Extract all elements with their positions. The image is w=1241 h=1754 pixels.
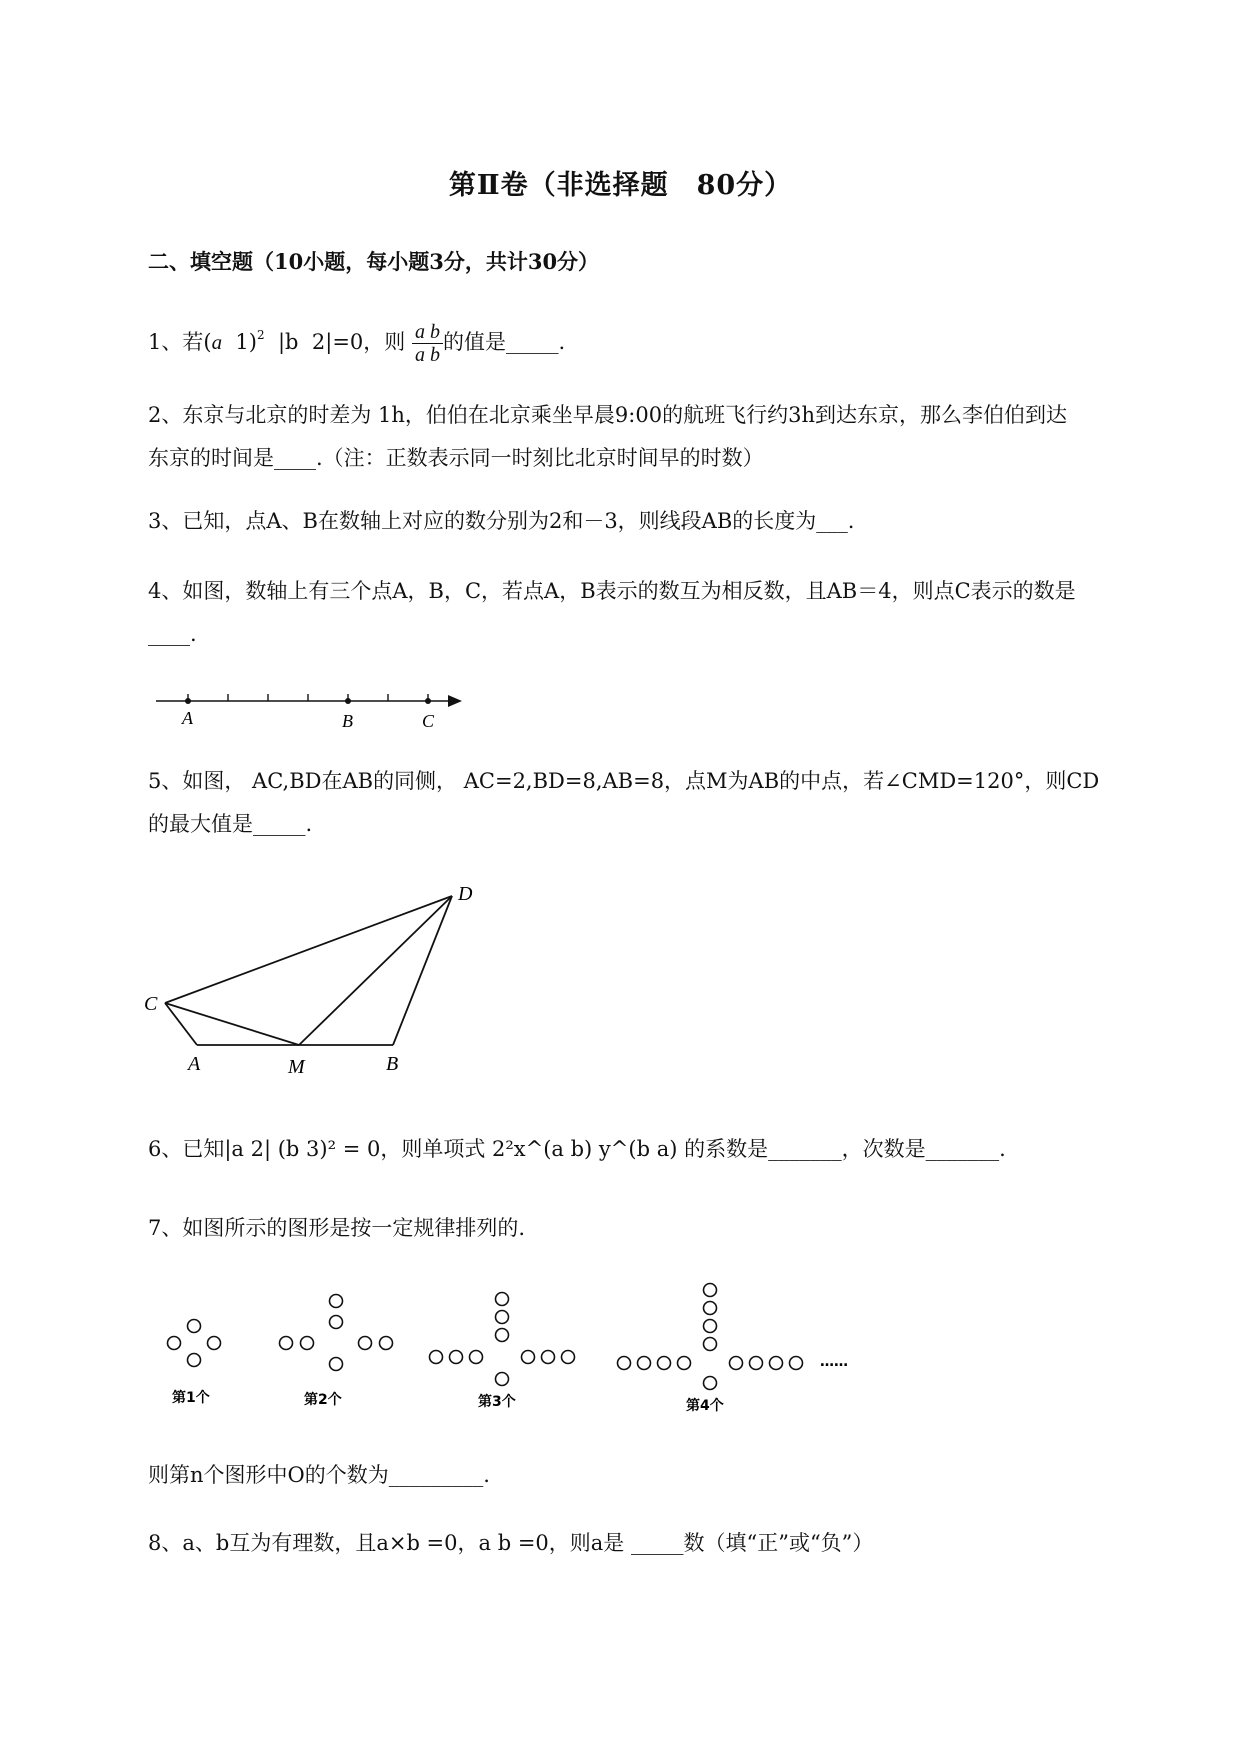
vertex-d-label: D bbox=[458, 883, 473, 905]
point-b-label: B bbox=[342, 711, 353, 731]
pattern-label-4: 第4个 bbox=[686, 1398, 724, 1414]
question-4-line1: 4、如图，数轴上有三个点A，B，C，若点A，B表示的数互为相反数，且AB＝4，则点C表示的数是 bbox=[148, 579, 1076, 603]
question-8: 8、a、b互为有理数，且a×b =0，a b =0，则a是 _____数（填“正”或“负”） bbox=[148, 1531, 874, 1555]
question-5 bbox=[148, 760, 1099, 846]
question-2-line1: 2、东京与北京的时差为 1h，伯伯在北京乘坐早晨9:00的航班飞行约3h到达东京，那么李伯伯到达 bbox=[148, 403, 1067, 427]
question-7-answer: 则第n个图形中O的个数为_________. bbox=[148, 1463, 490, 1487]
question-5-line2: 的最大值是_____. bbox=[148, 812, 313, 836]
question-3: 3、已知，点A、B在数轴上对应的数分别为2和－3，则线段AB的长度为___. bbox=[148, 509, 855, 533]
number-line-figure bbox=[150, 684, 470, 734]
vertex-b-label: B bbox=[386, 1053, 399, 1075]
pattern-ellipsis: …… bbox=[820, 1354, 848, 1370]
question-2 bbox=[148, 394, 1067, 480]
pattern-label-1: 第1个 bbox=[172, 1390, 210, 1406]
question-7: 7、如图所示的图形是按一定规律排列的. bbox=[148, 1216, 526, 1240]
vertex-c-label: C bbox=[144, 993, 158, 1015]
pattern-label-3: 第3个 bbox=[478, 1394, 516, 1410]
pattern-label-2: 第2个 bbox=[304, 1392, 342, 1408]
fraction: $\frac{\text{a b}}{\text{a b}}$ bbox=[412, 321, 443, 366]
triangle-figure bbox=[140, 870, 480, 1080]
section-heading: 二、填空题（10小题，每小题3分，共计30分） bbox=[148, 249, 600, 274]
point-c-label: C bbox=[422, 711, 435, 731]
question-5-line1: 5、如图， AC,BD在AB的同侧， AC=2,BD=8,AB=8，点M为AB的中点，若∠CMD=120°，则CD bbox=[148, 769, 1100, 793]
page-title: 第Ⅱ卷（非选择题 80分） bbox=[448, 170, 793, 201]
question-4 bbox=[148, 570, 1076, 656]
circle-pattern-figure bbox=[150, 1280, 890, 1435]
point-a-label: A bbox=[182, 708, 193, 728]
question-4-line2: ____. bbox=[148, 622, 197, 646]
question-2-line2: 东京的时间是____.（注：正数表示同一时刻比北京时间早的时数） bbox=[148, 446, 764, 470]
question-1: 1、若(a 1)$^2$ |b 2|=0，则 $\frac{\text{a b}}{\text{a b}}$ 的值是_____. bbox=[148, 321, 566, 366]
question-6: 6、已知|a 2| (b 3)² = 0，则单项式 2²x^(a b) y^(b a) 的系数是_______，次数是_______. bbox=[148, 1137, 1006, 1161]
vertex-a-label: A bbox=[188, 1053, 201, 1075]
vertex-m-label: M bbox=[288, 1056, 305, 1078]
